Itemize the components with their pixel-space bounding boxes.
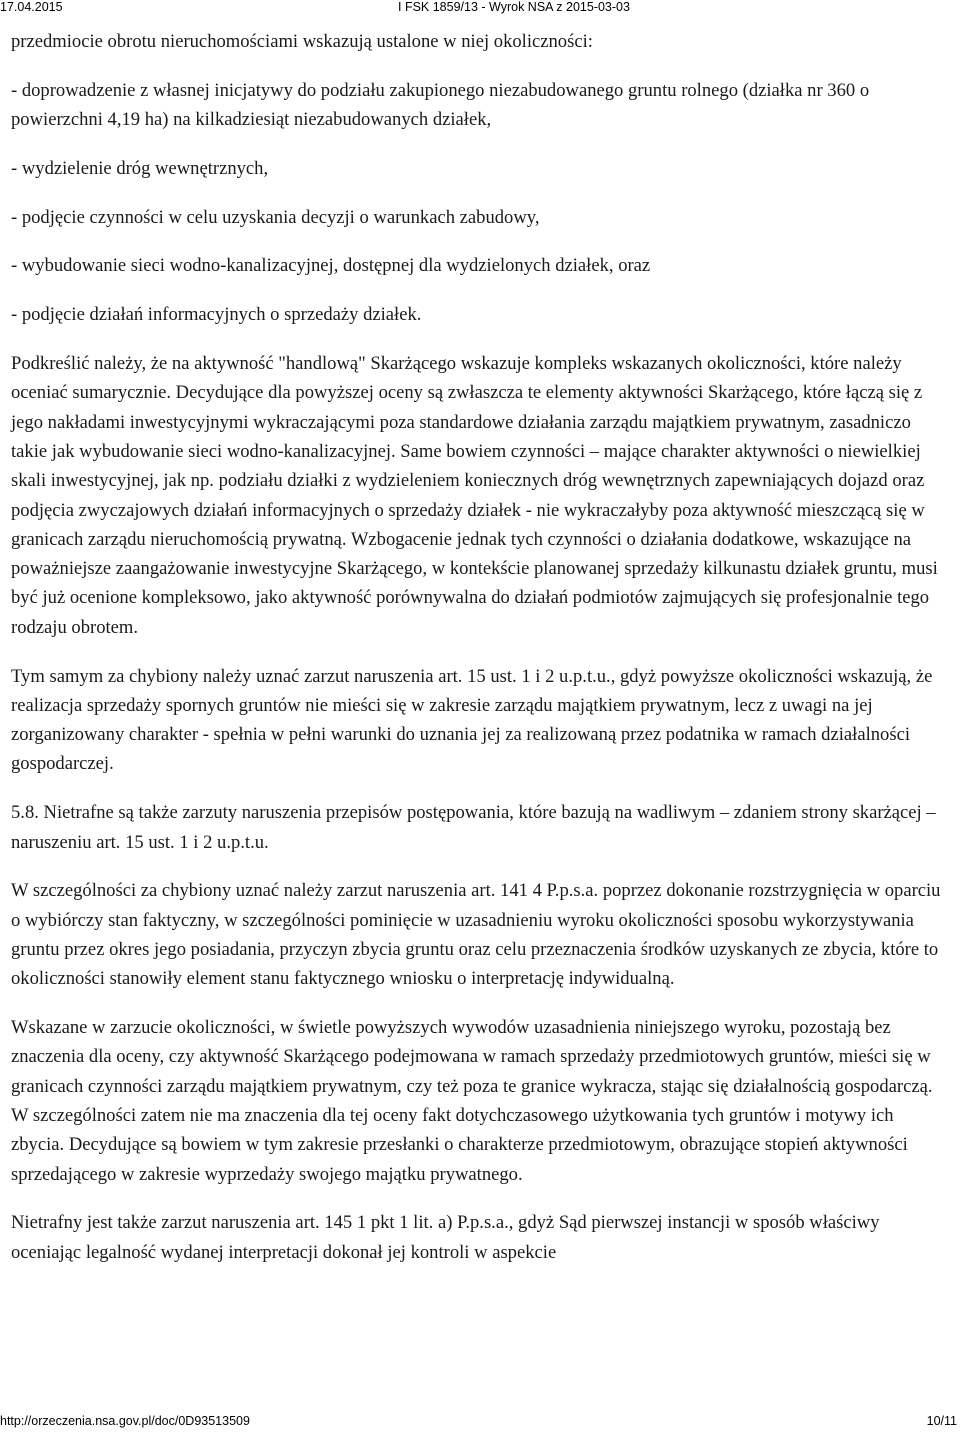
paragraph-art-141: W szczególności za chybiony uznać należy zarzut naruszenia art. 141 4 P.p.s.a. poprzez dokonanie rozstrzygnięcia w oparciu o wybiórczy stan faktyczny, w szczególności pominięcie w uzasadnieniu wyroku okoliczności sposobu wykorzystywania gruntu przez okres jego posiadania, przyczyn zbycia gruntu oraz celu przeznaczenia środków uzyskanych ze zbycia, które to okoliczności stanowiły element stanu faktycznego wniosku o interpretację indywidualną. (11, 880, 941, 990)
list-item-sale-information: - podjęcie działań informacyjnych o sprzedaży działek. (11, 304, 422, 326)
list-item-building-conditions: - podjęcie czynności w celu uzyskania decyzji o warunkach zabudowy, (11, 206, 540, 228)
paragraph-circumstances: Wskazane w zarzucie okoliczności, w świetle powyższych wywodów uzasadnienia niniejszego wyroku, pozostają bez znaczenia dla oceny, czy aktywność Skarżącego podejmowana w ramach sprzedaży przedmiotowych gruntów, mieści się w granicach czynności zarządu majątkiem prywatnym, czy też poza te granice wykracza, stając się działalnością gospodarczą. W szczególności zatem nie ma znaczenia dla tej oceny fakt dotychczasowego użytkowania tych gruntów i motywy ich zbycia. Decydujące są bowiem w tym zakresie przesłanki o charakterze przedmiotowym, obrazujące stopień aktywności sprzedającego w zakresie wyprzedaży swojego majątku prywatnego. (11, 1017, 933, 1185)
judgment-text (11, 27, 941, 1286)
paragraph-art-145: Nietrafny jest także zarzut naruszenia art. 145 1 pkt 1 lit. a) P.p.s.a., gdyż Sąd pierwszej instancji w sposób właściwy oceniając legalność wydanej interpretacji dokonał jej kontroli w aspekcie (11, 1212, 880, 1263)
list-item-internal-roads: - wydzielenie dróg wewnętrznych, (11, 157, 269, 179)
paragraph-intro: przedmiocie obrotu nieruchomościami wskazują ustalone w niej okoliczności: (11, 31, 593, 52)
paragraph-art-15-conclusion: Tym samym za chybiony należy uznać zarzut naruszenia art. 15 ust. 1 i 2 u.p.t.u., gdyż powyższe okoliczności wskazują, że realizacja sprzedaży spornych gruntów nie mieści się w zakresie zarządu majątkiem prywatnym, lecz z uwagi na jej zorganizowany charakter - spełnia w pełni warunki do uznania jej za realizowaną przez podatnika w ramach działalności gospodarczej. (11, 665, 933, 775)
print-header (0, 0, 960, 16)
paragraph-trade-activity: Podkreślić należy, że na aktywność "handlową" Skarżącego wskazuje kompleks wskazanych okoliczności, które należy oceniać sumarycznie. Decydujące dla powyższej oceny są zwłaszcza te elementy aktywności Skarżącego, które łączą się z jego nakładami inwestycyjnymi wykraczającymi poza standardowe działania zarządu majątkiem prywatnym, zasadniczo takie jak wybudowanie sieci wodno-kanalizacyjnej. Same bowiem czynności – mające charakter aktywności o niewielkiej skali inwestycyjnej, jak np. podziału działki z wydzieleniem koniecznych dróg wewnętrznych zapewniających dojazd oraz podjęcia zwyczajowych działań informacyjnych o sprzedaży działek - nie wykraczałyby poza aktywność mieszczącą się w granicach zarządu nieruchomością prywatną. Wzbogacenie jednak tych czynności o działania dodatkowe, wskazujące na poważniejsze zaangażowanie inwestycyjne Skarżącego, w kontekście planowanej sprzedaży kilkunastu działek gruntu, musi być już ocenione kompleksowo, jako aktywność porównywalna do działań podmiotów zajmujących się profesjonalnie tego rodzaju obrotem. (11, 353, 938, 638)
page-number: 10/11 (926, 1414, 957, 1428)
print-date: 17.04.2015 (0, 0, 63, 14)
list-item-water-sewage-network: - wybudowanie sieci wodno-kanalizacyjnej, dostępnej dla wydzielonych działek, oraz (11, 255, 651, 277)
list-item-parcel-division: - doprowadzenie z własnej inicjatywy do podziału zakupionego niezabudowanego gruntu rolnego (działka nr 360 o powierzchni 4,19 ha) na kilkadziesiąt niezabudowanych działek, (11, 79, 870, 131)
print-footer (0, 1414, 960, 1430)
paragraph-5-8: 5.8. Nietrafne są także zarzuty naruszenia przepisów postępowania, które bazują na wadliwym – zdaniem strony skarżącej – naruszeniu art. 15 ust. 1 i 2 u.p.t.u. (11, 802, 936, 853)
document-url: http://orzeczenia.nsa.gov.pl/doc/0D93513509 (0, 1414, 250, 1428)
document-title: I FSK 1859/13 - Wyrok NSA z 2015-03-03 (398, 0, 630, 14)
